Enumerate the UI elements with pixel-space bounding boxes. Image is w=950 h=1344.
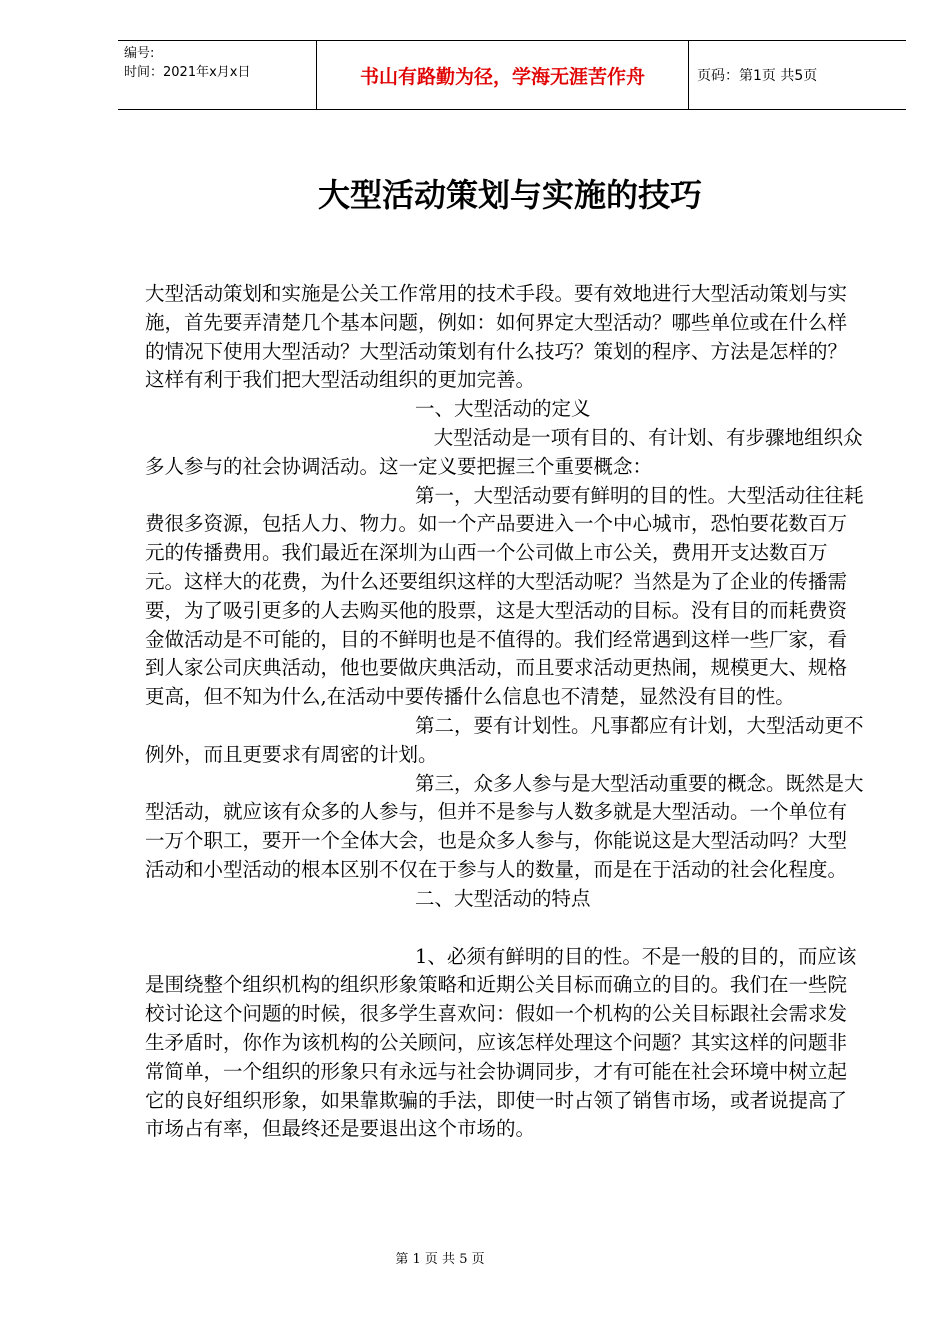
- section-heading-definition: 一、大型活动的定义: [415, 397, 591, 421]
- document-body: [145, 280, 865, 1144]
- paragraph-point-three: 第三，众多人参与是大型活动重要的概念。既然是大型活动，就应该有众多的人参与，但并不是参与人数多就是大型活动。一个单位有一万个职工，要开一个全体大会，也是众多人参与，你能说这是大型活动吗？大型活动和小型活动的根本区别不仅在于参与人的数量，而是在于活动的社会化程度。: [145, 771, 864, 881]
- document-title: 大型活动策划与实施的技巧: [317, 176, 702, 214]
- page-footer: 第 1 页 共 5 页: [395, 1252, 485, 1267]
- paragraph-point-one: 第一，大型活动要有鲜明的目的性。大型活动往往耗费很多资源，包括人力、物力。如一个产品要进入一个中心城市，恐怕要花数百万元的传播费用。我们最近在深圳为山西一个公司做上市公关，费用开支达数百万元。这样大的花费，为什么还要组织这样的大型活动呢？当然是为了企业的传播需要，为了吸引更多的人去购买他的股票，这是大型活动的目标。没有目的而耗费资金做活动是不可能的，目的不鲜明也是不值得的。我们经常遇到这样一些厂家，看到人家公司庆典活动，他也要做庆典活动，而且要求活动更热闹，规模更大、规格更高，但不知为什么,在活动中要传播什么信息也不清楚，显然没有目的性。: [145, 483, 864, 709]
- paragraph-feature-one: 1、必须有鲜明的目的性。不是一般的目的，而应该是围绕整个组织机构的组织形象策略和近期公关目标而确立的目的。我们在一些院校讨论这个问题的时候，很多学生喜欢问：假如一个机构的公关目标跟社会需求发生矛盾时，你作为该机构的公关顾问，应该怎样处理这个问题？其实这样的问题非常简单，一个组织的形象只有永远与社会协调同步，才有可能在社会环境中树立起它的良好组织形象，如果靠欺骗的手法，即使一时占领了销售市场，或者说提高了市场占有率，但最终还是要退出这个市场的。: [145, 944, 857, 1141]
- document-number-label: 编号:: [124, 46, 155, 61]
- paragraph-point-two: 第二，要有计划性。凡事都应有计划，大型活动更不例外，而且更要求有周密的计划。: [145, 713, 864, 766]
- document-time-label: 时间：2021年x月x日: [124, 65, 251, 80]
- paragraph-intro: 大型活动策划和实施是公关工作常用的技术手段。要有效地进行大型活动策划与实施，首先要弄清楚几个基本问题，例如：如何界定大型活动？哪些单位或在什么样的情况下使用大型活动？大型活动策划有什么技巧？策划的程序、方法是怎样的？这样有利于我们把大型活动组织的更加完善。: [145, 282, 848, 392]
- section-heading-features: 二、大型活动的特点: [415, 886, 591, 910]
- header-page-label: 页码：第1页 共5页: [697, 68, 818, 84]
- page-header: [118, 40, 906, 110]
- header-meta: [118, 41, 316, 109]
- paragraph-definition: 大型活动是一项有目的、有计划、有步骤地组织众多人参与的社会协调活动。这一定义要把握三个重要概念：: [145, 425, 863, 478]
- blank-line: [145, 914, 865, 943]
- header-motto: 书山有路勤为径，学海无涯苦作舟: [316, 41, 689, 109]
